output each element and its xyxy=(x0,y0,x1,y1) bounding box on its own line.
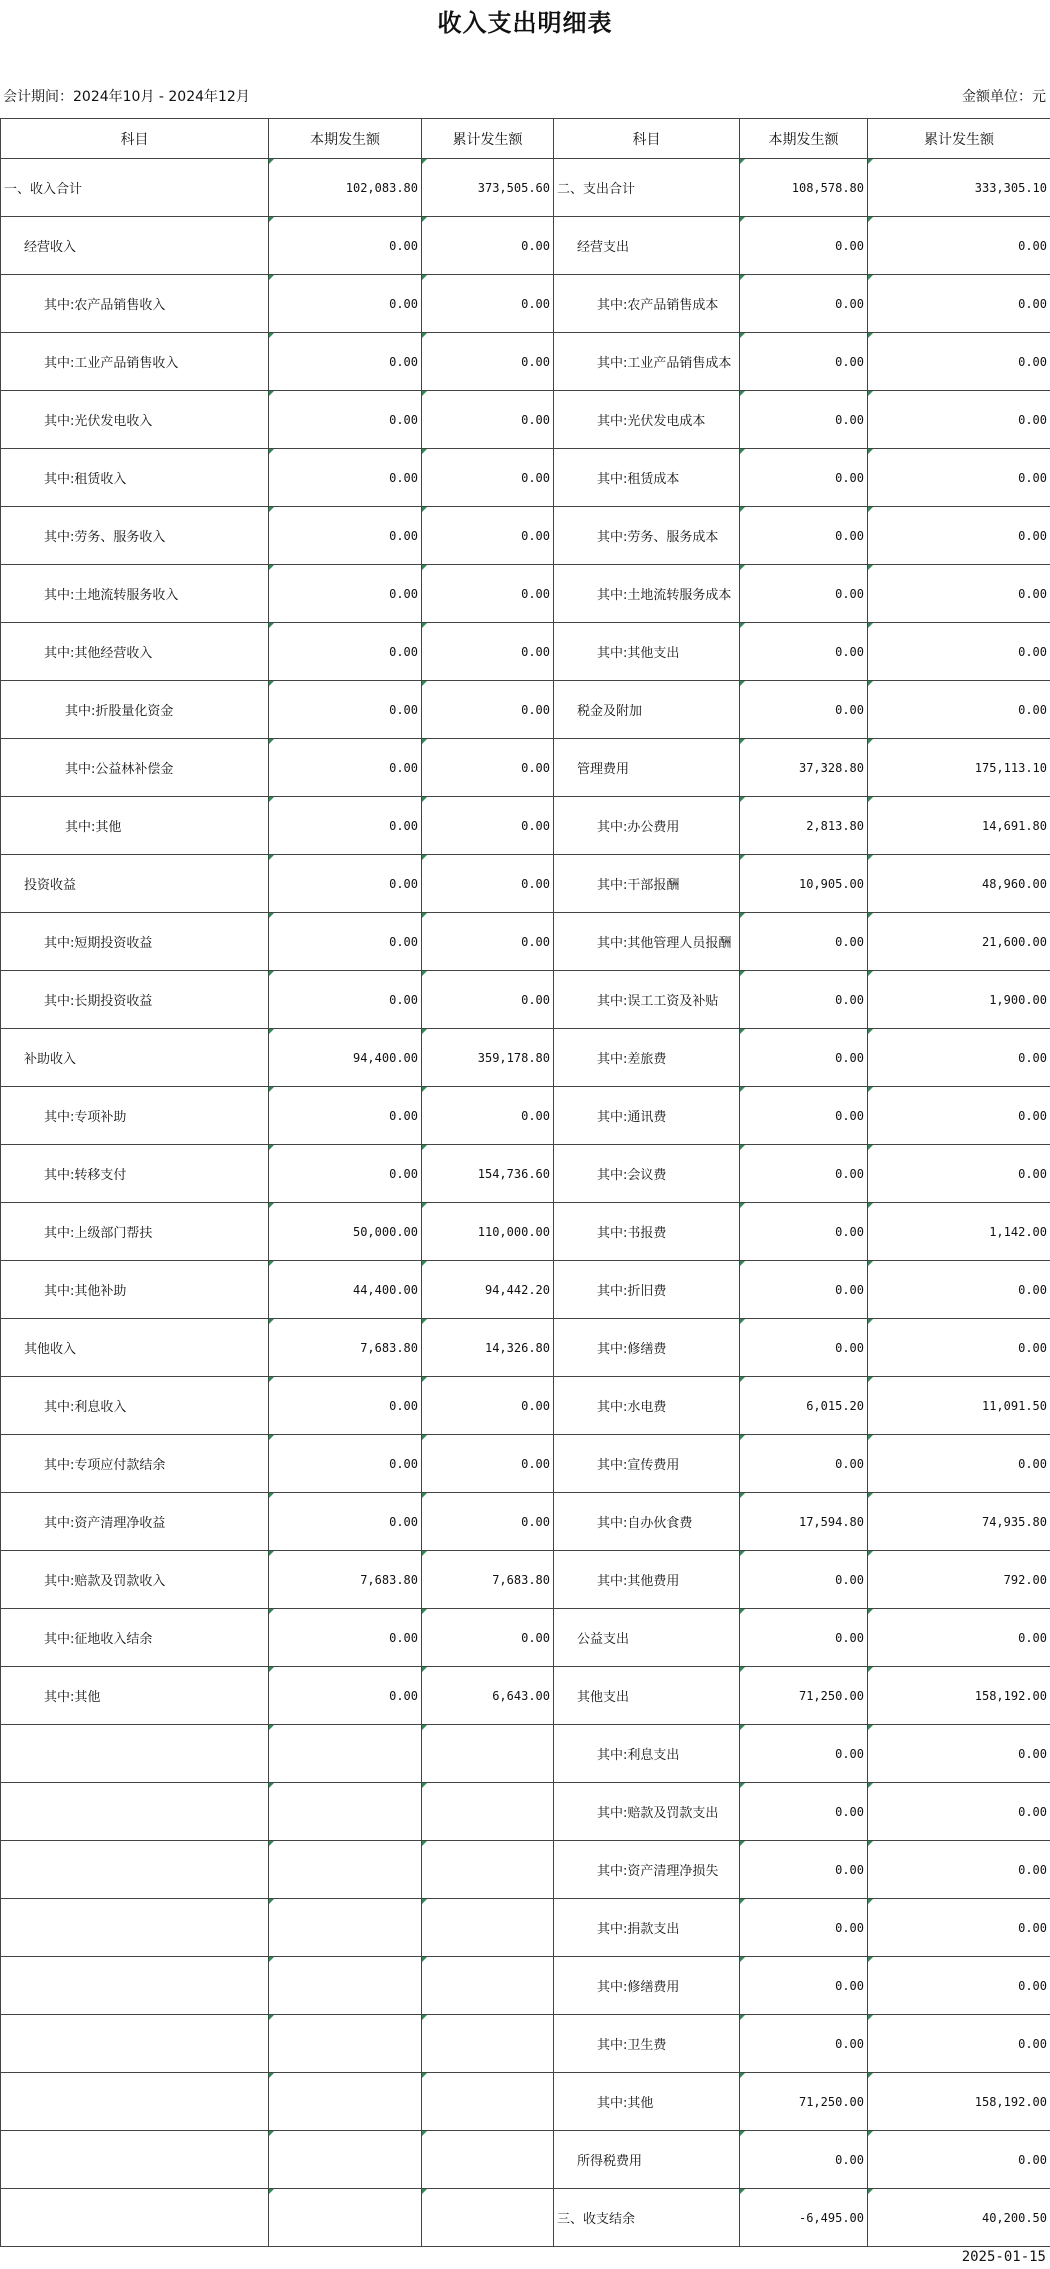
income-cumulative-amount: 0.00 xyxy=(422,1493,554,1551)
income-cumulative-amount: 0.00 xyxy=(422,855,554,913)
expense-subject-cell: 其中:办公费用 xyxy=(554,797,740,855)
expense-subject-cell: 其中:利息支出 xyxy=(554,1725,740,1783)
expense-cumulative-amount: 40,200.50 xyxy=(868,2189,1050,2247)
income-subject-cell: 其中:短期投资收益 xyxy=(1,913,269,971)
expense-cumulative-amount: 74,935.80 xyxy=(868,1493,1050,1551)
expense-subject-cell: 其中:差旅费 xyxy=(554,1029,740,1087)
income-subject-cell xyxy=(1,1899,269,1957)
income-current-amount: 0.00 xyxy=(269,1493,422,1551)
header-current-right: 本期发生额 xyxy=(740,119,868,159)
expense-current-amount: 0.00 xyxy=(740,1783,868,1841)
income-current-amount: 0.00 xyxy=(269,681,422,739)
expense-current-amount: 0.00 xyxy=(740,1725,868,1783)
expense-subject-cell: 其中:宣传费用 xyxy=(554,1435,740,1493)
expense-subject-cell: 其中:捐款支出 xyxy=(554,1899,740,1957)
expense-subject-cell: 其中:会议费 xyxy=(554,1145,740,1203)
currency-unit: 金额单位：元 xyxy=(962,89,1046,105)
income-current-amount: 0.00 xyxy=(269,739,422,797)
table-row xyxy=(1,1841,1050,1899)
expense-cumulative-amount: 0.00 xyxy=(868,1841,1050,1899)
expense-current-amount: 0.00 xyxy=(740,449,868,507)
income-current-amount xyxy=(269,1841,422,1899)
income-expense-table xyxy=(0,118,1050,2247)
table-row xyxy=(1,1203,1050,1261)
expense-subject-cell: 所得税费用 xyxy=(554,2131,740,2189)
table-row xyxy=(1,1551,1050,1609)
expense-current-amount: 0.00 xyxy=(740,1029,868,1087)
expense-cumulative-amount: 175,113.10 xyxy=(868,739,1050,797)
income-subject-cell: 其中:农产品销售收入 xyxy=(1,275,269,333)
expense-current-amount: 71,250.00 xyxy=(740,2073,868,2131)
table-row xyxy=(1,2189,1050,2247)
table-row xyxy=(1,565,1050,623)
income-cumulative-amount: 0.00 xyxy=(422,623,554,681)
income-subject-cell: 其中:租赁收入 xyxy=(1,449,269,507)
income-current-amount: 0.00 xyxy=(269,623,422,681)
income-subject-cell: 其中:其他 xyxy=(1,1667,269,1725)
expense-subject-cell: 其中:水电费 xyxy=(554,1377,740,1435)
income-subject-cell xyxy=(1,1957,269,2015)
table-row xyxy=(1,1725,1050,1783)
income-current-amount xyxy=(269,1725,422,1783)
income-current-amount: 0.00 xyxy=(269,1087,422,1145)
income-current-amount xyxy=(269,1783,422,1841)
expense-current-amount: 0.00 xyxy=(740,2015,868,2073)
income-current-amount: 0.00 xyxy=(269,333,422,391)
income-cumulative-amount: 154,736.60 xyxy=(422,1145,554,1203)
income-subject-cell: 其他收入 xyxy=(1,1319,269,1377)
expense-subject-cell: 其他支出 xyxy=(554,1667,740,1725)
income-subject-cell: 其中:劳务、服务收入 xyxy=(1,507,269,565)
income-cumulative-amount xyxy=(422,2015,554,2073)
income-subject-cell xyxy=(1,1725,269,1783)
income-subject-cell: 其中:利息收入 xyxy=(1,1377,269,1435)
income-current-amount: 0.00 xyxy=(269,507,422,565)
income-subject-cell: 其中:其他 xyxy=(1,797,269,855)
income-subject-cell: 其中:专项应付款结余 xyxy=(1,1435,269,1493)
income-current-amount: 102,083.80 xyxy=(269,159,422,217)
income-subject-cell xyxy=(1,2131,269,2189)
expense-current-amount: 0.00 xyxy=(740,1145,868,1203)
table-row xyxy=(1,1899,1050,1957)
income-cumulative-amount xyxy=(422,2189,554,2247)
expense-current-amount: 0.00 xyxy=(740,623,868,681)
expense-cumulative-amount: 0.00 xyxy=(868,217,1050,275)
table-row xyxy=(1,1957,1050,2015)
expense-subject-cell: 其中:租赁成本 xyxy=(554,449,740,507)
income-cumulative-amount xyxy=(422,1899,554,1957)
expense-subject-cell: 二、支出合计 xyxy=(554,159,740,217)
expense-cumulative-amount: 158,192.00 xyxy=(868,2073,1050,2131)
expense-cumulative-amount: 0.00 xyxy=(868,1319,1050,1377)
table-row xyxy=(1,1029,1050,1087)
table-row xyxy=(1,1667,1050,1725)
income-cumulative-amount xyxy=(422,1725,554,1783)
income-subject-cell xyxy=(1,2189,269,2247)
expense-current-amount: 0.00 xyxy=(740,1957,868,2015)
expense-current-amount: 0.00 xyxy=(740,1319,868,1377)
expense-current-amount: -6,495.00 xyxy=(740,2189,868,2247)
expense-current-amount: 0.00 xyxy=(740,391,868,449)
expense-subject-cell: 其中:通讯费 xyxy=(554,1087,740,1145)
table-row xyxy=(1,855,1050,913)
income-cumulative-amount: 0.00 xyxy=(422,275,554,333)
income-subject-cell: 其中:其他补助 xyxy=(1,1261,269,1319)
expense-current-amount: 0.00 xyxy=(740,971,868,1029)
expense-cumulative-amount: 1,900.00 xyxy=(868,971,1050,1029)
income-subject-cell: 其中:征地收入结余 xyxy=(1,1609,269,1667)
expense-cumulative-amount: 158,192.00 xyxy=(868,1667,1050,1725)
income-current-amount: 0.00 xyxy=(269,1377,422,1435)
expense-current-amount: 71,250.00 xyxy=(740,1667,868,1725)
income-subject-cell xyxy=(1,1783,269,1841)
table-row xyxy=(1,2131,1050,2189)
expense-subject-cell: 其中:自办伙食费 xyxy=(554,1493,740,1551)
table-row xyxy=(1,1087,1050,1145)
accounting-period: 会计期间：2024年10月 - 2024年12月 xyxy=(3,89,250,105)
expense-subject-cell: 税金及附加 xyxy=(554,681,740,739)
income-current-amount: 0.00 xyxy=(269,565,422,623)
income-subject-cell: 其中:土地流转服务收入 xyxy=(1,565,269,623)
income-subject-cell: 其中:其他经营收入 xyxy=(1,623,269,681)
income-current-amount: 0.00 xyxy=(269,1609,422,1667)
expense-current-amount: 0.00 xyxy=(740,1609,868,1667)
expense-subject-cell: 其中:赔款及罚款支出 xyxy=(554,1783,740,1841)
expense-subject-cell: 其中:修缮费用 xyxy=(554,1957,740,2015)
income-current-amount xyxy=(269,2015,422,2073)
expense-subject-cell: 其中:其他费用 xyxy=(554,1551,740,1609)
income-subject-cell: 投资收益 xyxy=(1,855,269,913)
expense-current-amount: 0.00 xyxy=(740,1899,868,1957)
expense-current-amount: 0.00 xyxy=(740,1551,868,1609)
table-row xyxy=(1,391,1050,449)
income-current-amount: 7,683.80 xyxy=(269,1319,422,1377)
income-subject-cell: 其中:工业产品销售收入 xyxy=(1,333,269,391)
expense-cumulative-amount: 0.00 xyxy=(868,565,1050,623)
expense-cumulative-amount: 0.00 xyxy=(868,1145,1050,1203)
table-row xyxy=(1,971,1050,1029)
income-current-amount: 0.00 xyxy=(269,1145,422,1203)
expense-current-amount: 0.00 xyxy=(740,333,868,391)
income-cumulative-amount: 0.00 xyxy=(422,507,554,565)
expense-current-amount: 0.00 xyxy=(740,681,868,739)
income-cumulative-amount: 0.00 xyxy=(422,1087,554,1145)
expense-current-amount: 0.00 xyxy=(740,1087,868,1145)
income-current-amount: 0.00 xyxy=(269,855,422,913)
income-subject-cell: 其中:转移支付 xyxy=(1,1145,269,1203)
table-row xyxy=(1,1493,1050,1551)
table-row xyxy=(1,159,1050,217)
table-row xyxy=(1,681,1050,739)
header-subject-right: 科目 xyxy=(554,119,740,159)
expense-subject-cell: 三、收支结余 xyxy=(554,2189,740,2247)
expense-cumulative-amount: 0.00 xyxy=(868,1899,1050,1957)
expense-current-amount: 0.00 xyxy=(740,565,868,623)
expense-subject-cell: 其中:误工工资及补贴 xyxy=(554,971,740,1029)
income-current-amount: 0.00 xyxy=(269,797,422,855)
income-subject-cell: 其中:赔款及罚款收入 xyxy=(1,1551,269,1609)
expense-current-amount: 0.00 xyxy=(740,2131,868,2189)
income-cumulative-amount: 0.00 xyxy=(422,797,554,855)
income-cumulative-amount: 0.00 xyxy=(422,971,554,1029)
table-row xyxy=(1,1783,1050,1841)
income-subject-cell xyxy=(1,2073,269,2131)
income-current-amount: 0.00 xyxy=(269,1435,422,1493)
table-row xyxy=(1,1319,1050,1377)
income-cumulative-amount: 0.00 xyxy=(422,333,554,391)
expense-subject-cell: 经营支出 xyxy=(554,217,740,275)
income-current-amount: 44,400.00 xyxy=(269,1261,422,1319)
expense-cumulative-amount: 0.00 xyxy=(868,449,1050,507)
income-current-amount: 0.00 xyxy=(269,449,422,507)
expense-current-amount: 6,015.20 xyxy=(740,1377,868,1435)
income-current-amount xyxy=(269,2131,422,2189)
expense-cumulative-amount: 1,142.00 xyxy=(868,1203,1050,1261)
expense-subject-cell: 其中:劳务、服务成本 xyxy=(554,507,740,565)
header-cumulative-right: 累计发生额 xyxy=(868,119,1050,159)
income-cumulative-amount: 110,000.00 xyxy=(422,1203,554,1261)
expense-cumulative-amount: 14,691.80 xyxy=(868,797,1050,855)
income-subject-cell: 其中:资产清理净收益 xyxy=(1,1493,269,1551)
income-cumulative-amount: 0.00 xyxy=(422,449,554,507)
income-current-amount: 0.00 xyxy=(269,217,422,275)
table-row xyxy=(1,449,1050,507)
expense-subject-cell: 其中:其他 xyxy=(554,2073,740,2131)
income-current-amount: 0.00 xyxy=(269,1667,422,1725)
report-date: 2025-01-15 xyxy=(961,2249,1046,2265)
header-cumulative-left: 累计发生额 xyxy=(422,119,554,159)
expense-subject-cell: 其中:工业产品销售成本 xyxy=(554,333,740,391)
table-row xyxy=(1,797,1050,855)
expense-current-amount: 0.00 xyxy=(740,507,868,565)
income-current-amount xyxy=(269,2189,422,2247)
expense-current-amount: 17,594.80 xyxy=(740,1493,868,1551)
expense-cumulative-amount: 0.00 xyxy=(868,1725,1050,1783)
expense-subject-cell: 其中:干部报酬 xyxy=(554,855,740,913)
income-cumulative-amount: 373,505.60 xyxy=(422,159,554,217)
expense-cumulative-amount: 0.00 xyxy=(868,1783,1050,1841)
expense-cumulative-amount: 0.00 xyxy=(868,2015,1050,2073)
table-row xyxy=(1,507,1050,565)
expense-cumulative-amount: 792.00 xyxy=(868,1551,1050,1609)
income-cumulative-amount: 0.00 xyxy=(422,681,554,739)
income-subject-cell: 其中:长期投资收益 xyxy=(1,971,269,1029)
income-cumulative-amount: 94,442.20 xyxy=(422,1261,554,1319)
expense-cumulative-amount: 0.00 xyxy=(868,1029,1050,1087)
income-current-amount: 0.00 xyxy=(269,913,422,971)
income-current-amount xyxy=(269,1957,422,2015)
income-current-amount xyxy=(269,1899,422,1957)
income-subject-cell: 经营收入 xyxy=(1,217,269,275)
expense-subject-cell: 其中:书报费 xyxy=(554,1203,740,1261)
income-subject-cell: 其中:光伏发电收入 xyxy=(1,391,269,449)
table-row xyxy=(1,1435,1050,1493)
expense-subject-cell: 其中:资产清理净损失 xyxy=(554,1841,740,1899)
income-cumulative-amount: 7,683.80 xyxy=(422,1551,554,1609)
header-subject-left: 科目 xyxy=(1,119,269,159)
income-cumulative-amount: 0.00 xyxy=(422,391,554,449)
income-cumulative-amount xyxy=(422,2073,554,2131)
income-subject-cell: 其中:折股量化资金 xyxy=(1,681,269,739)
expense-cumulative-amount: 0.00 xyxy=(868,391,1050,449)
income-cumulative-amount: 0.00 xyxy=(422,1435,554,1493)
expense-subject-cell: 其中:其他管理人员报酬 xyxy=(554,913,740,971)
expense-cumulative-amount: 0.00 xyxy=(868,1435,1050,1493)
income-cumulative-amount xyxy=(422,2131,554,2189)
expense-cumulative-amount: 0.00 xyxy=(868,1609,1050,1667)
table-row xyxy=(1,333,1050,391)
expense-current-amount: 0.00 xyxy=(740,275,868,333)
page-title: 收入支出明细表 xyxy=(437,9,613,37)
expense-cumulative-amount: 0.00 xyxy=(868,681,1050,739)
expense-current-amount: 0.00 xyxy=(740,217,868,275)
table-row xyxy=(1,217,1050,275)
expense-cumulative-amount: 21,600.00 xyxy=(868,913,1050,971)
income-subject-cell xyxy=(1,1841,269,1899)
expense-subject-cell: 其中:其他支出 xyxy=(554,623,740,681)
expense-current-amount: 2,813.80 xyxy=(740,797,868,855)
table-row xyxy=(1,1377,1050,1435)
expense-subject-cell: 其中:修缮费 xyxy=(554,1319,740,1377)
table-row xyxy=(1,1261,1050,1319)
income-current-amount: 0.00 xyxy=(269,391,422,449)
income-current-amount: 94,400.00 xyxy=(269,1029,422,1087)
expense-cumulative-amount: 0.00 xyxy=(868,1087,1050,1145)
expense-subject-cell: 公益支出 xyxy=(554,1609,740,1667)
table-body xyxy=(1,159,1050,2247)
income-cumulative-amount: 0.00 xyxy=(422,1377,554,1435)
income-cumulative-amount xyxy=(422,1783,554,1841)
income-current-amount: 7,683.80 xyxy=(269,1551,422,1609)
expense-cumulative-amount: 0.00 xyxy=(868,1261,1050,1319)
table-row xyxy=(1,2015,1050,2073)
expense-current-amount: 108,578.80 xyxy=(740,159,868,217)
income-current-amount xyxy=(269,2073,422,2131)
expense-subject-cell: 其中:农产品销售成本 xyxy=(554,275,740,333)
expense-cumulative-amount: 0.00 xyxy=(868,2131,1050,2189)
expense-subject-cell: 其中:光伏发电成本 xyxy=(554,391,740,449)
expense-cumulative-amount: 333,305.10 xyxy=(868,159,1050,217)
expense-cumulative-amount: 0.00 xyxy=(868,1957,1050,2015)
table-header-row xyxy=(1,119,1050,159)
expense-cumulative-amount: 0.00 xyxy=(868,623,1050,681)
income-subject-cell: 一、收入合计 xyxy=(1,159,269,217)
expense-cumulative-amount: 0.00 xyxy=(868,333,1050,391)
table-row xyxy=(1,623,1050,681)
income-cumulative-amount: 0.00 xyxy=(422,739,554,797)
table-row xyxy=(1,1145,1050,1203)
table-row xyxy=(1,2073,1050,2131)
expense-cumulative-amount: 48,960.00 xyxy=(868,855,1050,913)
expense-cumulative-amount: 0.00 xyxy=(868,507,1050,565)
income-subject-cell: 补助收入 xyxy=(1,1029,269,1087)
income-cumulative-amount: 6,643.00 xyxy=(422,1667,554,1725)
income-subject-cell: 其中:公益林补偿金 xyxy=(1,739,269,797)
income-cumulative-amount: 0.00 xyxy=(422,565,554,623)
income-subject-cell: 其中:上级部门帮扶 xyxy=(1,1203,269,1261)
expense-current-amount: 0.00 xyxy=(740,1435,868,1493)
income-cumulative-amount xyxy=(422,1841,554,1899)
expense-current-amount: 0.00 xyxy=(740,1261,868,1319)
income-current-amount: 50,000.00 xyxy=(269,1203,422,1261)
income-current-amount: 0.00 xyxy=(269,971,422,1029)
income-cumulative-amount: 0.00 xyxy=(422,1609,554,1667)
expense-current-amount: 0.00 xyxy=(740,1203,868,1261)
header-current-left: 本期发生额 xyxy=(269,119,422,159)
expense-subject-cell: 其中:卫生费 xyxy=(554,2015,740,2073)
expense-current-amount: 0.00 xyxy=(740,1841,868,1899)
expense-subject-cell: 管理费用 xyxy=(554,739,740,797)
expense-cumulative-amount: 0.00 xyxy=(868,275,1050,333)
expense-subject-cell: 其中:折旧费 xyxy=(554,1261,740,1319)
income-current-amount: 0.00 xyxy=(269,275,422,333)
income-cumulative-amount xyxy=(422,1957,554,2015)
income-subject-cell: 其中:专项补助 xyxy=(1,1087,269,1145)
table-row xyxy=(1,739,1050,797)
income-subject-cell xyxy=(1,2015,269,2073)
income-cumulative-amount: 0.00 xyxy=(422,913,554,971)
table-row xyxy=(1,275,1050,333)
expense-current-amount: 37,328.80 xyxy=(740,739,868,797)
expense-current-amount: 0.00 xyxy=(740,913,868,971)
expense-subject-cell: 其中:土地流转服务成本 xyxy=(554,565,740,623)
income-cumulative-amount: 0.00 xyxy=(422,217,554,275)
expense-cumulative-amount: 11,091.50 xyxy=(868,1377,1050,1435)
expense-current-amount: 10,905.00 xyxy=(740,855,868,913)
table-row xyxy=(1,1609,1050,1667)
table-row xyxy=(1,913,1050,971)
income-cumulative-amount: 359,178.80 xyxy=(422,1029,554,1087)
income-cumulative-amount: 14,326.80 xyxy=(422,1319,554,1377)
